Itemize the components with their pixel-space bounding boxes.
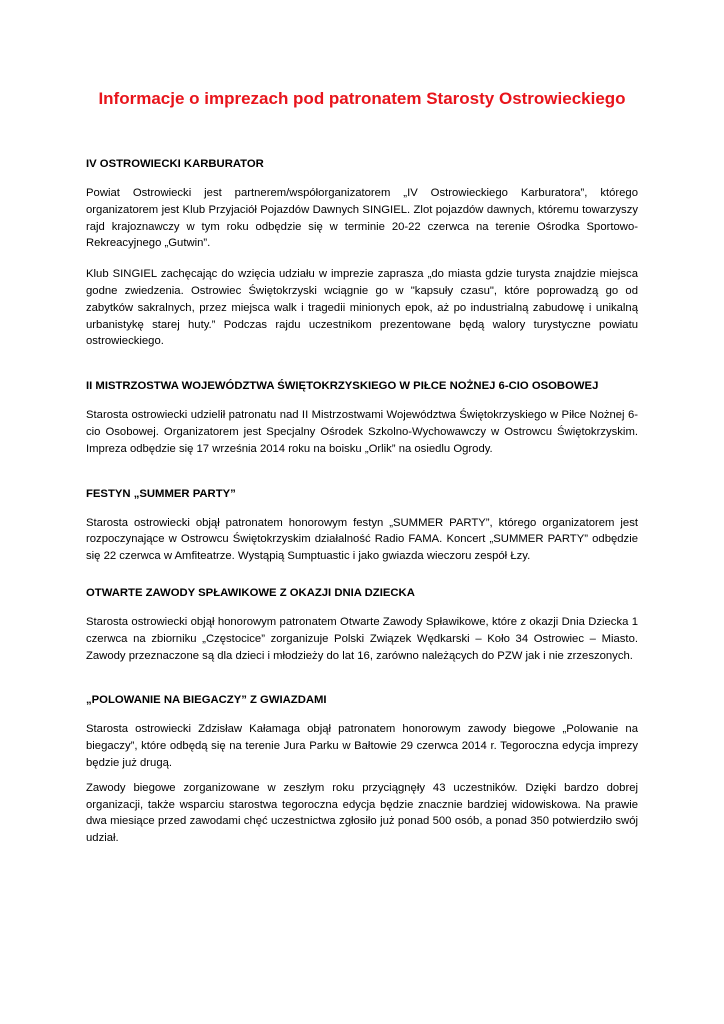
document-page bbox=[86, 88, 638, 847]
section-heading: IV OSTROWIECKI KARBURATOR bbox=[86, 158, 264, 170]
section-heading: II MISTRZOSTWA WOJEWÓDZTWA ŚWIĘTOKRZYSKIEGO W PIŁCE NOŻNEJ 6-CIO OSOBOWEJ bbox=[86, 380, 599, 393]
section-polowanie bbox=[86, 692, 638, 847]
section-paragraph: Starosta ostrowiecki objął patronatem honorowym festyn „SUMMER PARTY”, którego organizatorem jest rozpoczynające w Ostrowcu Świętokrzyskim działalność Radio FAMA. Koncert „SUMMER PARTY” odbędzie się 22 czerwca w Amfiteatrze. Wystąpią Sumptuastic i jako gwiazda wieczoru zespół Łzy. bbox=[86, 516, 638, 563]
section-paragraph: Starosta ostrowiecki objął honorowym patronatem Otwarte Zawody Spławikowe, które z okazji Dnia Dziecka 1 czerwca na zbiorniku „Częstocice” zorganizuje Polski Związek Wędkarski – Koło 34 Ostrowiec – Miasto. Zawody przeznaczone są dla dzieci i młodzieży do lat 16, zarówno należących do PZW jak i nie zrzeszonych. bbox=[86, 615, 638, 662]
section-mistrzostwa bbox=[86, 378, 638, 457]
section-heading: OTWARTE ZAWODY SPŁAWIKOWE Z OKAZJI DNIA DZIECKA bbox=[86, 586, 415, 599]
section-paragraph: Starosta ostrowiecki Zdzisław Kałamaga objął patronatem honorowym zawody biegowe „Polowanie na biegaczy”, które odbędą się na terenie Jura Parku w Bałtowie 29 czerwca 2014 r. Tegoroczna edycja imprezy będzie już drugą. bbox=[86, 723, 638, 769]
section-zawody-splawikowe bbox=[86, 585, 638, 664]
section-heading: „POLOWANIE NA BIEGACZY” Z GWIAZDAMI bbox=[86, 694, 327, 707]
section-paragraph: Zawody biegowe zorganizowane w zeszłym roku przyciągnęły 43 uczestników. Dzięki bardzo dobrej organizacji, także wsparciu starostwa tegoroczna edycja będzie znacznie bardziej widowiskowa. Na prawie dwa miesiące przed zawodami chęć uczestnictwa zgłosiło już ponad 500 osób, a ponad 350 potwierdziło swój udział. bbox=[86, 781, 638, 845]
section-heading: FESTYN „SUMMER PARTY” bbox=[86, 487, 236, 500]
section-paragraph: Klub SINGIEL zachęcając do wzięcia udziału w imprezie zaprasza „do miasta gdzie turysta znajdzie miejsca godne zwiedzenia. Ostrowiec Świętokrzyski wciągnie go w "kapsuły czasu", które poprowadzą go od zabytków sakralnych, przez miejsca walk i tragedii minionych epok, aż po industrialną zabudowę i unikalną urbanistykę starej huty.” Podczas rajdu uczestnikom prezentowane będą walory turystyczne powiatu ostrowieckiego. bbox=[86, 268, 638, 348]
section-paragraph: Starosta ostrowiecki udzielił patronatu nad II Mistrzostwami Województwa Świętokrzyskiego w Piłce Nożnej 6-cio Osobowej. Organizatorem jest Specjalny Ośrodek Szkolno-Wychowawczy w Ostrowcu Świętokrzyskim. Impreza odbędzie się 17 września 2014 roku na boisku „Orlik” na osiedlu Ogrody. bbox=[86, 409, 638, 455]
section-summer-party bbox=[86, 486, 638, 565]
section-karburator bbox=[86, 156, 638, 350]
section-paragraph: Powiat Ostrowiecki jest partnerem/współorganizatorem „IV Ostrowieckiego Karburatora”, którego organizatorem jest Klub Przyjaciół Pojazdów Dawnych SINGIEL. Zlot pojazdów dawnych, któremu towarzyszy rajd krajoznawczy w tym roku odbędzie się w terminie 20-22 czerwca na terenie Ośrodka Sportowo-Rekreacyjnego „Gutwin”. bbox=[86, 187, 638, 250]
page-title: Informacje o imprezach pod patronatem Starosty Ostrowieckiego bbox=[98, 89, 626, 108]
